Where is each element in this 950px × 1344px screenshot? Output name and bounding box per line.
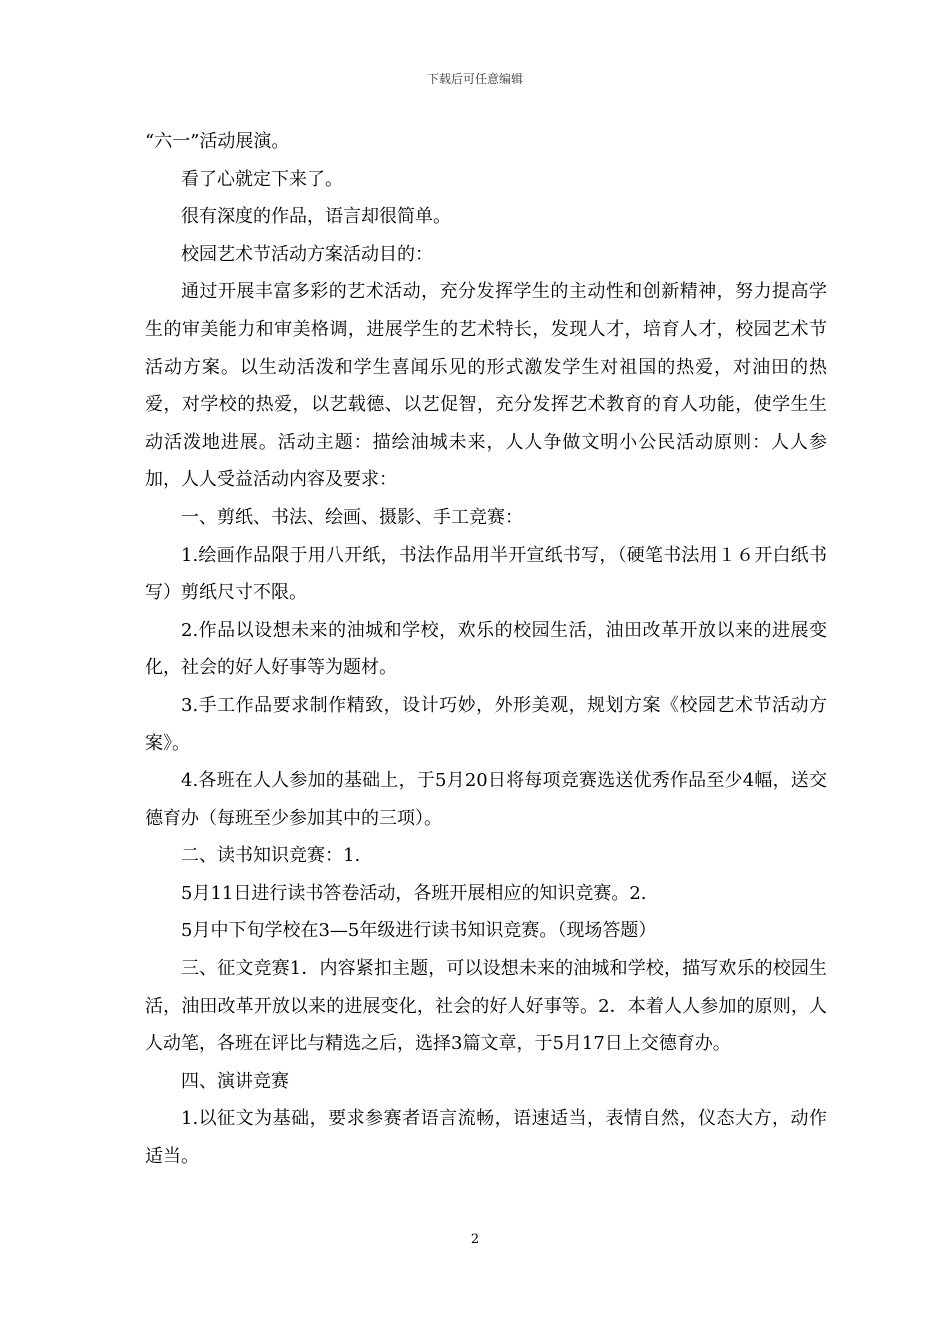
paragraph-3: 很有深度的作品，语言却很简单。 [181, 206, 451, 228]
section-heading-1: 一、剪纸、书法、绘画、摄影、手工竞赛： [181, 506, 523, 528]
section-heading-2: 二、读书知识竞赛：1. [181, 845, 361, 867]
section-3-essay: 三、征文竞赛1．内容紧扣主题，可以设想未来的油城和学校，描写欢乐的校园生活，油田改革开放以来的进展变化，社会的好人好事等。2．本着人人参加的原则，人人动笔，各班在评比与精选之后，选择3篇文章，于5月17日上交德育办。 [145, 958, 827, 1055]
paragraph-purpose: 通过开展丰富多彩的艺术活动，充分发挥学生的主动性和创新精神，努力提高学生的审美能力和审美格调，进展学生的艺术特长，发现人才，培育人才，校园艺术节活动方案。以生动活泼和学生喜闻乐见的形式激发学生对祖国的热爱，对油田的热爱，对学校的热爱，以艺载德、以艺促智，充分发挥艺术教育的育人功能，使学生生动活泼地进展。活动主题：描绘油城未来，人人争做文明小公民活动原则：人人参加，人人受益活动内容及要求： [145, 281, 827, 491]
list-item-1-3: 3.手工作品要求制作精致，设计巧妙，外形美观，规划方案《校园艺术节活动方案》。 [145, 694, 827, 754]
page-number: 2 [470, 1232, 480, 1247]
list-item-1-4: 4.各班在人人参加的基础上，于5月20日将每项竞赛选送优秀作品至少4幅，送交德育办（每班至少参加其中的三项）。 [145, 770, 827, 829]
section-heading-4: 四、演讲竞赛 [181, 1070, 289, 1092]
paragraph-2: 看了心就定下来了。 [181, 168, 343, 190]
list-item-1-2: 2.作品以设想未来的油城和学校，欢乐的校园生活，油田改革开放以来的进展变化，社会的好人好事等为题材。 [145, 619, 827, 679]
list-item-4-1: 1.以征文为基础，要求参赛者语言流畅，语速适当，表情自然，仪态大方，动作适当。 [145, 1108, 827, 1168]
list-item-1-1: 1.绘画作品限于用八开纸，书法作品用半开宣纸书写，（硬笔书法用１６开白纸书写）剪纸尺寸不限。 [145, 544, 827, 604]
paragraph-1: “六一”活动展演。 [145, 131, 290, 152]
section-heading-plan: 校园艺术节活动方案活动目的： [181, 243, 433, 265]
list-item-2-1: 5月11日进行读书答卷活动，各班开展相应的知识竞赛。2. [181, 882, 647, 904]
document-body [145, 123, 827, 1176]
page-header: 下载后可任意编辑 [426, 72, 523, 86]
list-item-2-2: 5月中下旬学校在3—5年级进行读书知识竞赛。（现场答题） [181, 920, 657, 942]
